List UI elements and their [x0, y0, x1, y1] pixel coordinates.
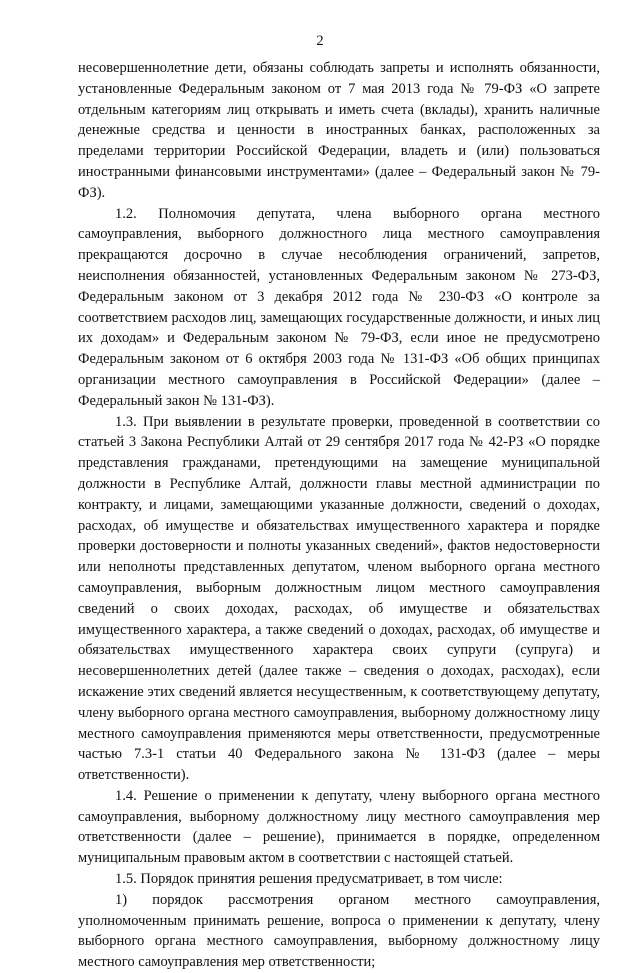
paragraph-1-3: 1.3. При выявлении в результате проверки, проведенной в соответствии со статьей 3 Закона Республики Алтай от 29 сентября 2017 года № 42-РЗ «О порядке представления гражданами, претендующими на замещение муниципальной должности в Республике Алтай, должности главы местной администрации по контракту, и лицами, замещающими указанные должности, сведений о доходах, расходах, об имуществе и обязательствах имущественного характера и порядке проверки достоверности и полноты указанных сведений», фактов недостоверности или неполноты представленных депутатом, членом выборного органа местного самоуправления, выборным должностным лицом местного самоуправления сведений о своих доходах, расходах, об имуществе и обязательствах имущественного характера, а также сведений о доходах, расходах, об имуществе и обязательствах имущественного характера своих супруги (супруга) и несовершеннолетних детей (далее также – сведения о доходах, расходах), если искажение этих сведений является несущественным, к соответствующему депутату, члену выборного органа местного самоуправления, выборному должностному лицу местного самоуправления применяются меры ответственности, предусмотренные частью 7.3-1 статьи 40 Федерального закона № 131-ФЗ (далее – меры ответственности).	[78, 413, 600, 784]
paragraph-1-4: 1.4. Решение о применении к депутату, члену выборного органа местного самоуправления, выборному должностному лицу местного самоуправления мер ответственности (далее – решение), принимается в порядке, определенном муниципальным правовым актом в соответствии с настоящей статьей.	[78, 787, 600, 867]
paragraph-continuation: несовершеннолетние дети, обязаны соблюдать запреты и исполнять обязанности, установленные Федеральным законом от 7 мая 2013 года № 79-ФЗ «О запрете отдельным категориям лиц открывать и иметь счета (вклады), хранить наличные денежные средства и ценности в иностранных банках, расположенных за пределами территории Российской Федерации, владеть и (или) пользоваться иностранными финансовыми инструментами» (далее – Федеральный закон № 79-ФЗ).	[78, 60, 600, 201]
paragraph-1-5-item-1: 1) порядок рассмотрения органом местного самоуправления, уполномоченным принимать решение, вопроса о применении к депутату, члену выборного органа местного самоуправления, выборному должностному лицу местного самоуправления мер ответственности;	[78, 891, 600, 971]
page-number: 2	[316, 33, 324, 49]
document-body	[78, 58, 600, 973]
paragraph-1-2: 1.2. Полномочия депутата, члена выборного органа местного самоуправления, выборного должностного лица местного самоуправления прекращаются досрочно в случае несоблюдения ограничений, запретов, неисполнения обязанностей, установленных Федеральным законом № 273-ФЗ, Федеральным законом от 3 декабря 2012 года № 230-ФЗ «О контроле за соответствием расходов лиц, замещающих государственные должности, и иных лиц их доходам» и Федеральным законом № 79-ФЗ, если иное не предусмотрено Федеральным законом от 6 октября 2003 года № 131-ФЗ «Об общих принципах организации местного самоуправления в Российской Федерации» (далее – Федеральный закон № 131-ФЗ).	[78, 205, 600, 409]
paragraph-1-5: 1.5. Порядок принятия решения предусматривает, в том числе:	[115, 871, 503, 888]
